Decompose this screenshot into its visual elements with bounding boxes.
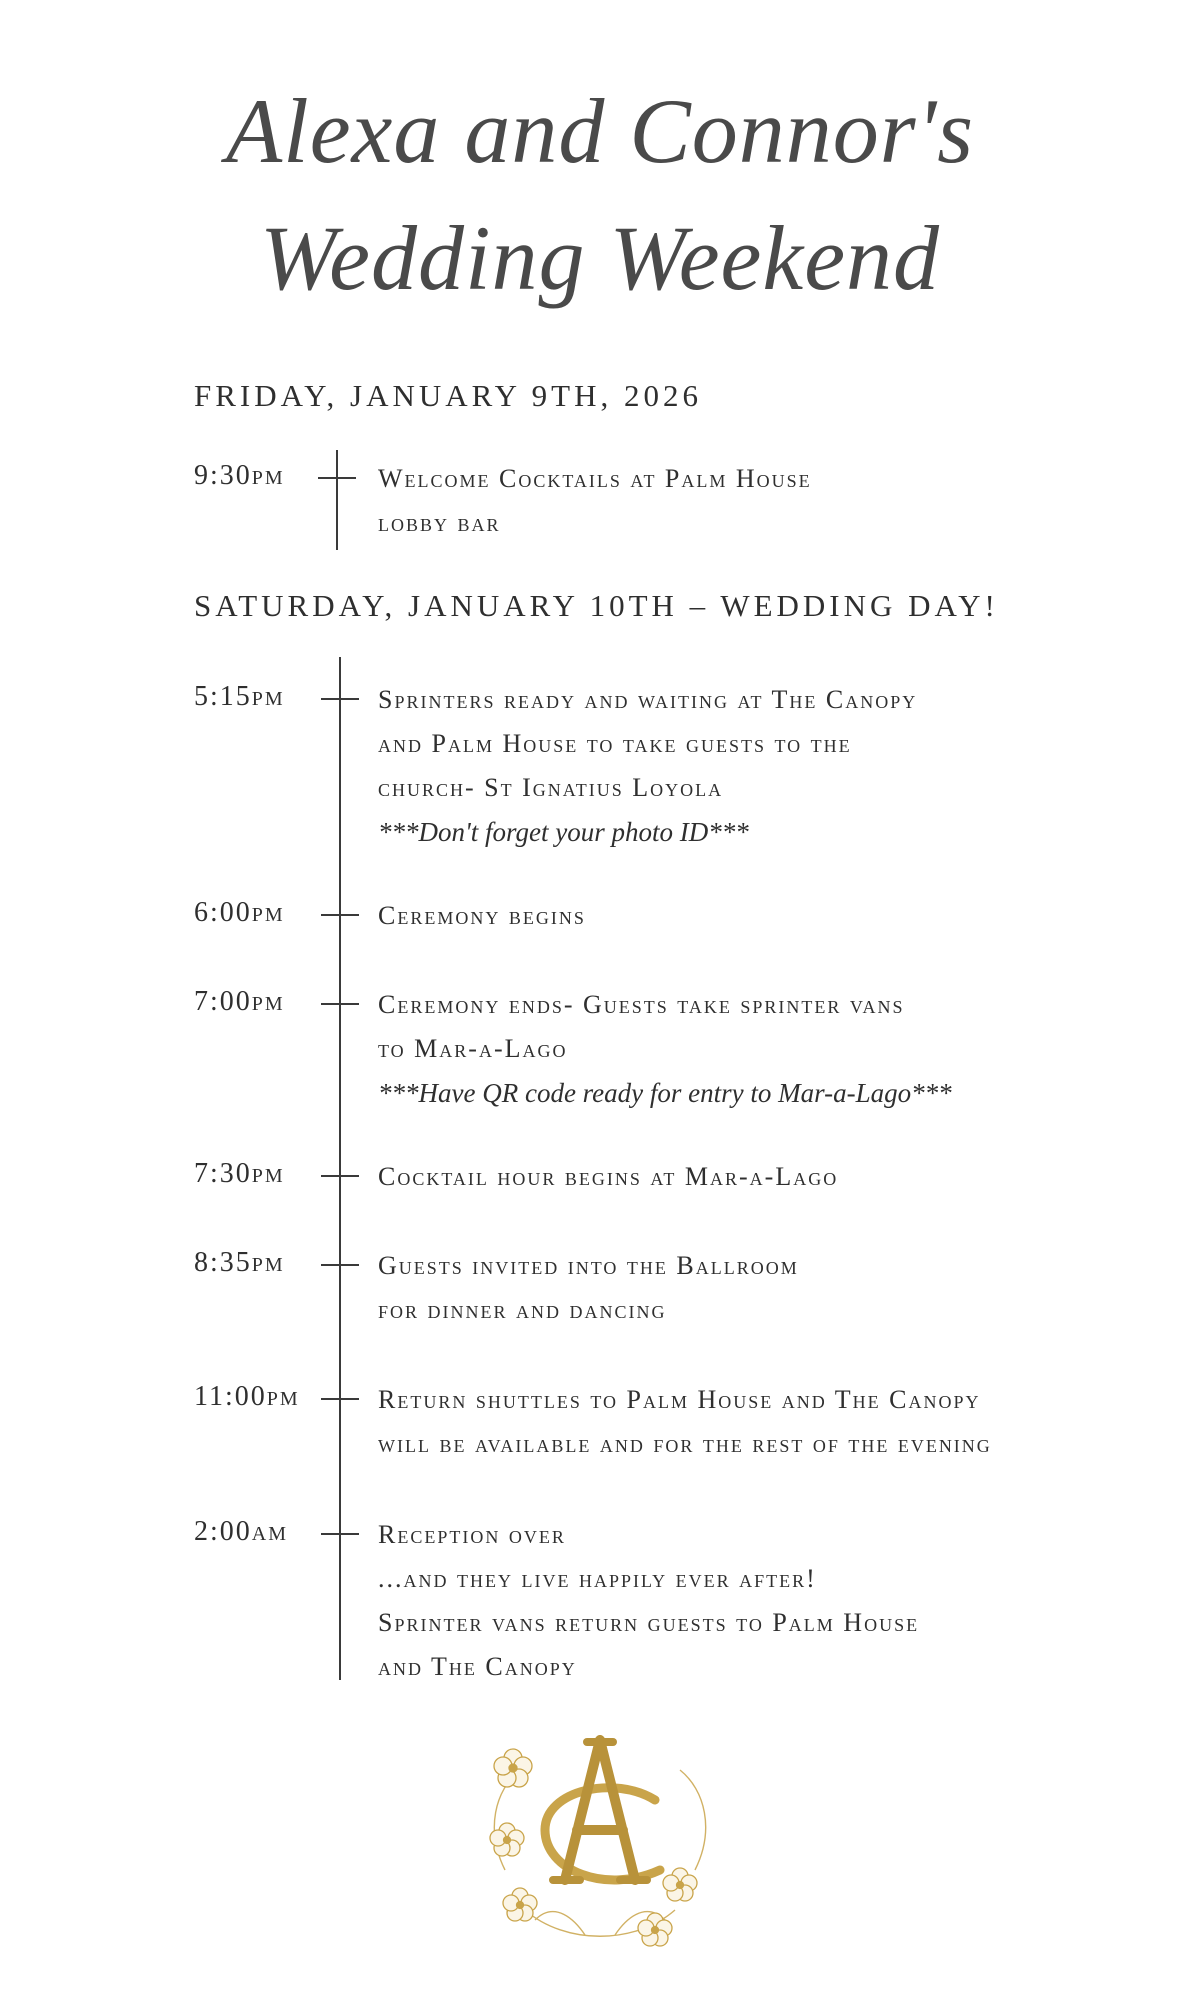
- flower-icon: [503, 1888, 537, 1921]
- event-time: 7:00pm: [194, 986, 285, 1017]
- event-time: 7:30pm: [194, 1158, 285, 1189]
- event-description: Cocktail hour begins at Mar-a-Lago: [378, 1162, 839, 1191]
- event-description: Welcome Cocktails at Palm House lobby bar: [378, 464, 812, 537]
- event-time: 11:00pm: [194, 1381, 300, 1412]
- floral-monogram-icon: [465, 1720, 735, 1955]
- friday-heading: FRIDAY, JANUARY 9TH, 2026: [194, 378, 702, 413]
- event-description: Ceremony begins: [378, 901, 586, 930]
- timeline-tick: [321, 698, 359, 700]
- timeline-tick: [321, 914, 359, 916]
- timeline-tick: [321, 1264, 359, 1266]
- event-time: 8:35pm: [194, 1247, 285, 1278]
- event-description: Sprinters ready and waiting at The Canopy and Palm House to take guests to the church- St Ignatius Loyola ***Don't forget your photo ID***: [378, 678, 1098, 854]
- event-time: 6:00pm: [194, 897, 285, 928]
- title-line-1: Alexa and Connor's: [225, 80, 975, 182]
- title-line-2: Wedding Weekend: [259, 207, 941, 309]
- timeline-tick: [321, 1398, 359, 1400]
- event-note: ***Have QR code ready for entry to Mar-a-Lago***: [378, 1078, 952, 1108]
- flower-icon: [663, 1868, 697, 1901]
- flower-icon: [494, 1749, 532, 1787]
- event-description: Return shuttles to Palm House and The Canopy will be available and for the rest of the evening: [378, 1385, 992, 1458]
- timeline-tick: [321, 1175, 359, 1177]
- vine-right-icon: [680, 1770, 706, 1870]
- saturday-heading: SATURDAY, JANUARY 10TH – WEDDING DAY!: [194, 588, 999, 623]
- flower-icon: [490, 1823, 524, 1856]
- event-description: Reception over ...and they live happily ever after! Sprinter vans return guests to Palm House and The Canopy: [378, 1520, 920, 1681]
- event-note: ***Don't forget your photo ID***: [378, 817, 749, 847]
- event-time: 9:30pm: [194, 460, 285, 491]
- flower-icon: [638, 1913, 672, 1946]
- event-description: Guests invited into the Ballroom for dinner and dancing: [378, 1251, 799, 1324]
- event-description: Ceremony ends- Guests take sprinter vans to Mar-a-Lago ***Have QR code ready for entry to Mar-a-Lago***: [378, 983, 1098, 1115]
- timeline-tick: [321, 1003, 359, 1005]
- saturday-timeline: [339, 657, 341, 1680]
- monogram-letters-icon: [545, 1740, 660, 1880]
- timeline-tick: [321, 1533, 359, 1535]
- timeline-tick: [318, 477, 356, 479]
- event-time: 2:00am: [194, 1516, 289, 1547]
- event-time: 5:15pm: [194, 681, 285, 712]
- friday-timeline: [336, 450, 338, 550]
